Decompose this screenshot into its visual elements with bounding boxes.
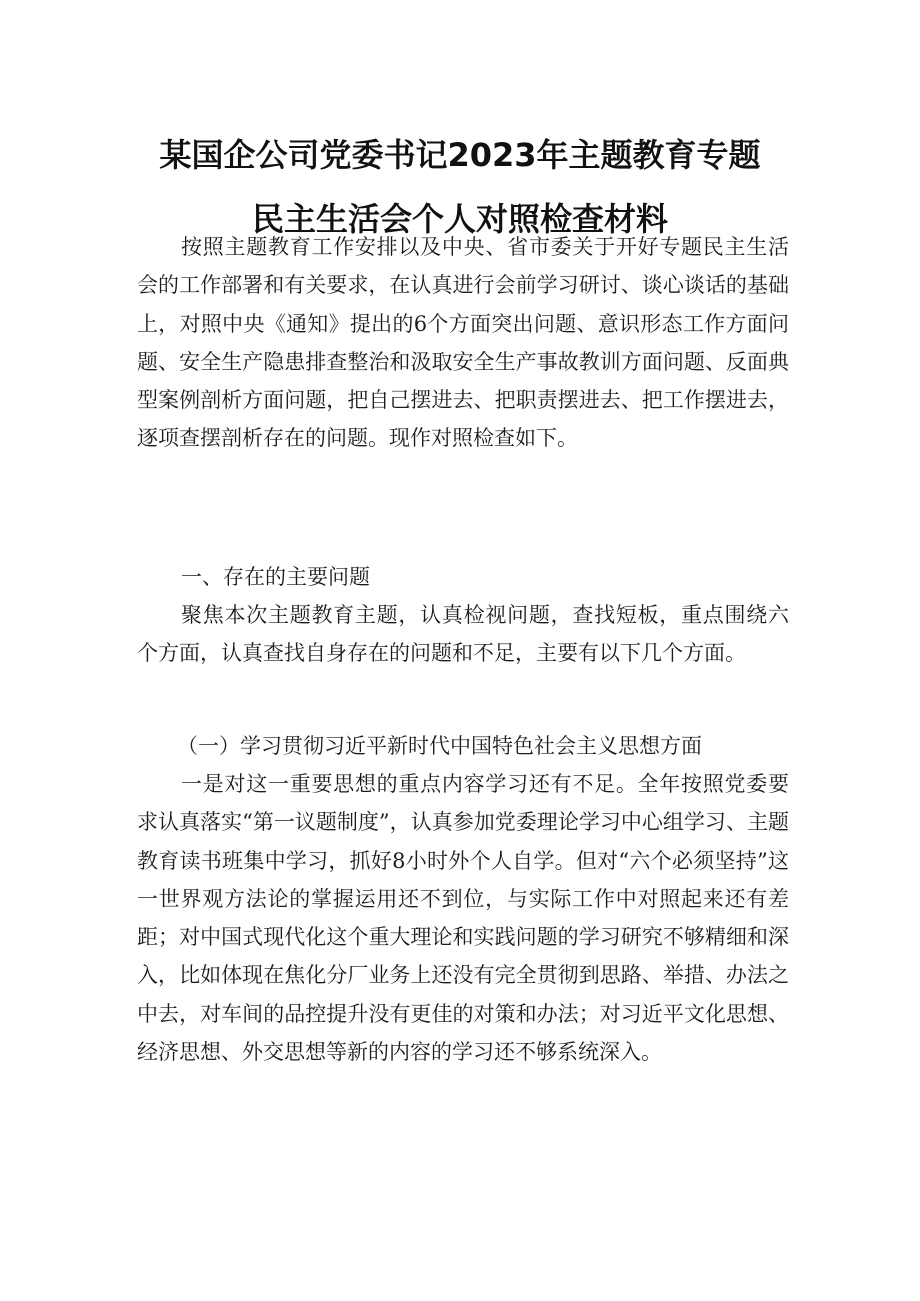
paragraph-point-one: 一是对这一重要思想的重点内容学习还有不足。全年按照党委要求认真落实“第一议题制度”，认真参加党委理论学习中心组学习、主题教育读书班集中学习，抓好8小时外个人自学。但对“六个必须坚持”这一世界观方法论的掌握运用还不到位，与实际工作中对照起来还有差距；对中国式现代化这个重大理论和实践问题的学习研究不够精细和深入，比如体现在焦化分厂业务上还没有完全贯彻到思路、举措、办法之中去，对车间的品控提升没有更佳的对策和办法；对习近平文化思想、经济思想、外交思想等新的内容的学习还不够系统深入。 (137, 772, 789, 1065)
paragraph-focus: 聚焦本次主题教育主题，认真检视问题，查找短板，重点围绕六个方面，认真查找自身存在的问题和不足，主要有以下几个方面。 (137, 603, 789, 666)
document-title-line2: 民主生活会个人对照检查材料 (251, 200, 668, 238)
section-heading-main-problems: 一、存在的主要问题 (181, 565, 370, 589)
document-title-line1: 某国企公司党委书记2023年主题教育专题 (159, 136, 761, 174)
subsection-heading-1: （一）学习贯彻习近平新时代中国特色社会主义思想方面 (177, 734, 702, 758)
paragraph-intro: 按照主题教育工作安排以及中央、省市委关于开好专题民主生活会的工作部署和有关要求，在认真进行会前学习研讨、谈心谈话的基础上，对照中央《通知》提出的6个方面突出问题、意识形态工作方面问题、安全生产隐患排查整治和汲取安全生产事故教训方面问题、反面典型案例剖析方面问题，把自己摆进去、把职责摆进去、把工作摆进去，逐项查摆剖析存在的问题。现作对照检查如下。 (137, 235, 789, 451)
